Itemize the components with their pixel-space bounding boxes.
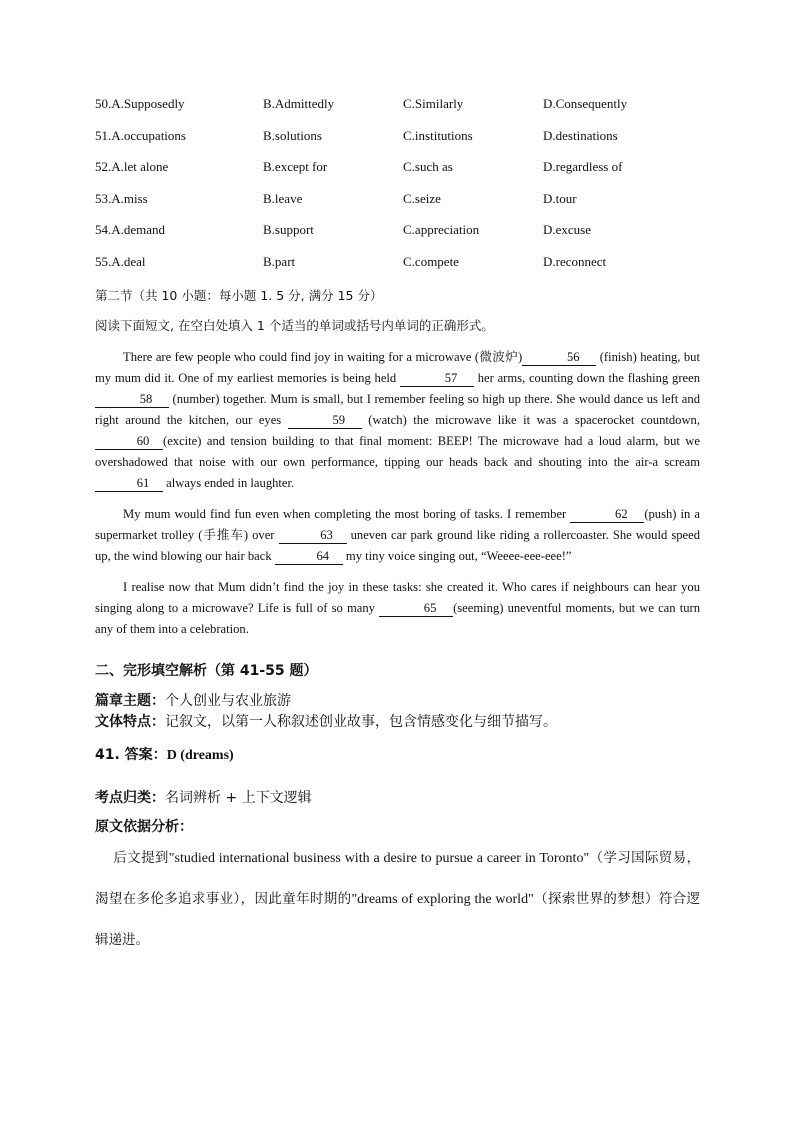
option-55-b: B.part: [263, 253, 296, 269]
option-51-d: D.destinations: [543, 127, 618, 143]
blank-62[interactable]: 62: [570, 506, 644, 523]
passage-theme: 篇章主题：个人创业与农业旅游: [95, 693, 291, 709]
passage-paragraph-2: My mum would find fun even when completing the most boring of tasks. I remember 62 (push) in a supermarket trolley (手推车) over 63 uneven car park ground like riding a rollercoaster. She would speed up, the wind blowing our hair back 64 my tiny voice singing out, “Weeee-eee-eee!”: [95, 507, 700, 563]
option-52-c: C.such as: [403, 159, 453, 174]
blank-63[interactable]: 63: [279, 527, 347, 544]
option-55-d: D.reconnect: [543, 253, 607, 269]
option-53-c: C.seize: [403, 190, 441, 206]
option-50-c: C.Similarly: [403, 96, 464, 111]
blank-65[interactable]: 65: [379, 600, 453, 617]
option-55-a: 55.A.deal: [95, 253, 146, 269]
option-53-b: B.leave: [263, 190, 303, 206]
text-features: 文体特点：记叙文，以第一人称叙述创业故事，包含情感变化与细节描写。: [95, 714, 557, 730]
blank-56[interactable]: 56: [522, 349, 596, 366]
blank-60[interactable]: 60: [95, 433, 163, 450]
blank-57[interactable]: 57: [400, 370, 474, 387]
basis-label: 原文依据分析：: [95, 819, 193, 835]
option-54-c: C.appreciation: [403, 222, 480, 237]
option-55-c: C.compete: [403, 253, 459, 269]
option-54-b: B.support: [263, 222, 314, 237]
option-54-d: D.excuse: [543, 222, 592, 237]
section2-heading: 第二节（共 10 小题：每小题 1. 5 分, 满分 15 分）: [95, 288, 383, 303]
section2-instruction: 阅读下面短文, 在空白处填入 1 个适当的单词或括号内单词的正确形式。: [95, 318, 494, 333]
blank-59[interactable]: 59: [288, 412, 362, 429]
option-53-d: D.tour: [543, 190, 577, 206]
option-52-d: D.regardless of: [543, 159, 623, 174]
test-point: 考点归类：名词辨析 + 上下文逻辑: [95, 790, 312, 806]
option-53-a: 53.A.miss: [95, 190, 148, 206]
option-51-b: B.solutions: [263, 127, 322, 143]
part2-heading: 二、完形填空解析（第 41-55 题）: [95, 663, 318, 679]
passage-paragraph-1: There are few people who could find joy in waiting for a microwave (微波炉) 56 (finish) heating, but my mum did it. One of my earliest memories is being held 57 her arms, counting down the flashing green 58 (number) together. Mum is small, but I remember feeling so high up there. She would dance us left and right around the kitchen, our eyes 59 (watch) the microwave like it was a spacerocket countdown, 60 (excite) and tension building to that final moment: BEEP! The microwave had a loud alarm, but we overshadowed that noise with our own performance, tipping our heads back and shouting into the air-a scream61 always ended in laughter.: [95, 350, 701, 490]
option-51-c: C.institutions: [403, 127, 473, 143]
option-51-a: 51.A.occupations: [95, 127, 186, 143]
option-52-a: 52.A.let alone: [95, 159, 169, 174]
grammar-fill-passage: [95, 347, 700, 650]
q41-answer: 41. 答案：D (dreams): [95, 747, 234, 763]
option-52-b: B.except for: [263, 159, 328, 174]
analysis-paragraph: 后文提到"studied international business with a desire to pursue a career in Toronto"（学习国际贸易，渴望在多伦多追求事业），因此童年时期的"dreams of exploring the world"（探索世界的梦想）符合逻辑递进。: [95, 850, 701, 948]
blank-58[interactable]: 58: [95, 391, 169, 408]
option-50-b: B.Admittedly: [263, 96, 335, 111]
blank-64[interactable]: 64: [275, 548, 343, 565]
option-50-d: D.Consequently: [543, 96, 628, 111]
blank-61[interactable]: 61: [95, 475, 163, 492]
option-50-a: 50.A.Supposedly: [95, 96, 185, 111]
option-54-a: 54.A.demand: [95, 222, 166, 237]
passage-paragraph-3: I realise now that Mum didn’t find the joy in these tasks: she created it. Who cares if neighbours can hear you singing along to a microwave? Life is full of so many 65 (seeming) uneventful moments, but we can turn any of them into a celebration.: [95, 580, 701, 636]
